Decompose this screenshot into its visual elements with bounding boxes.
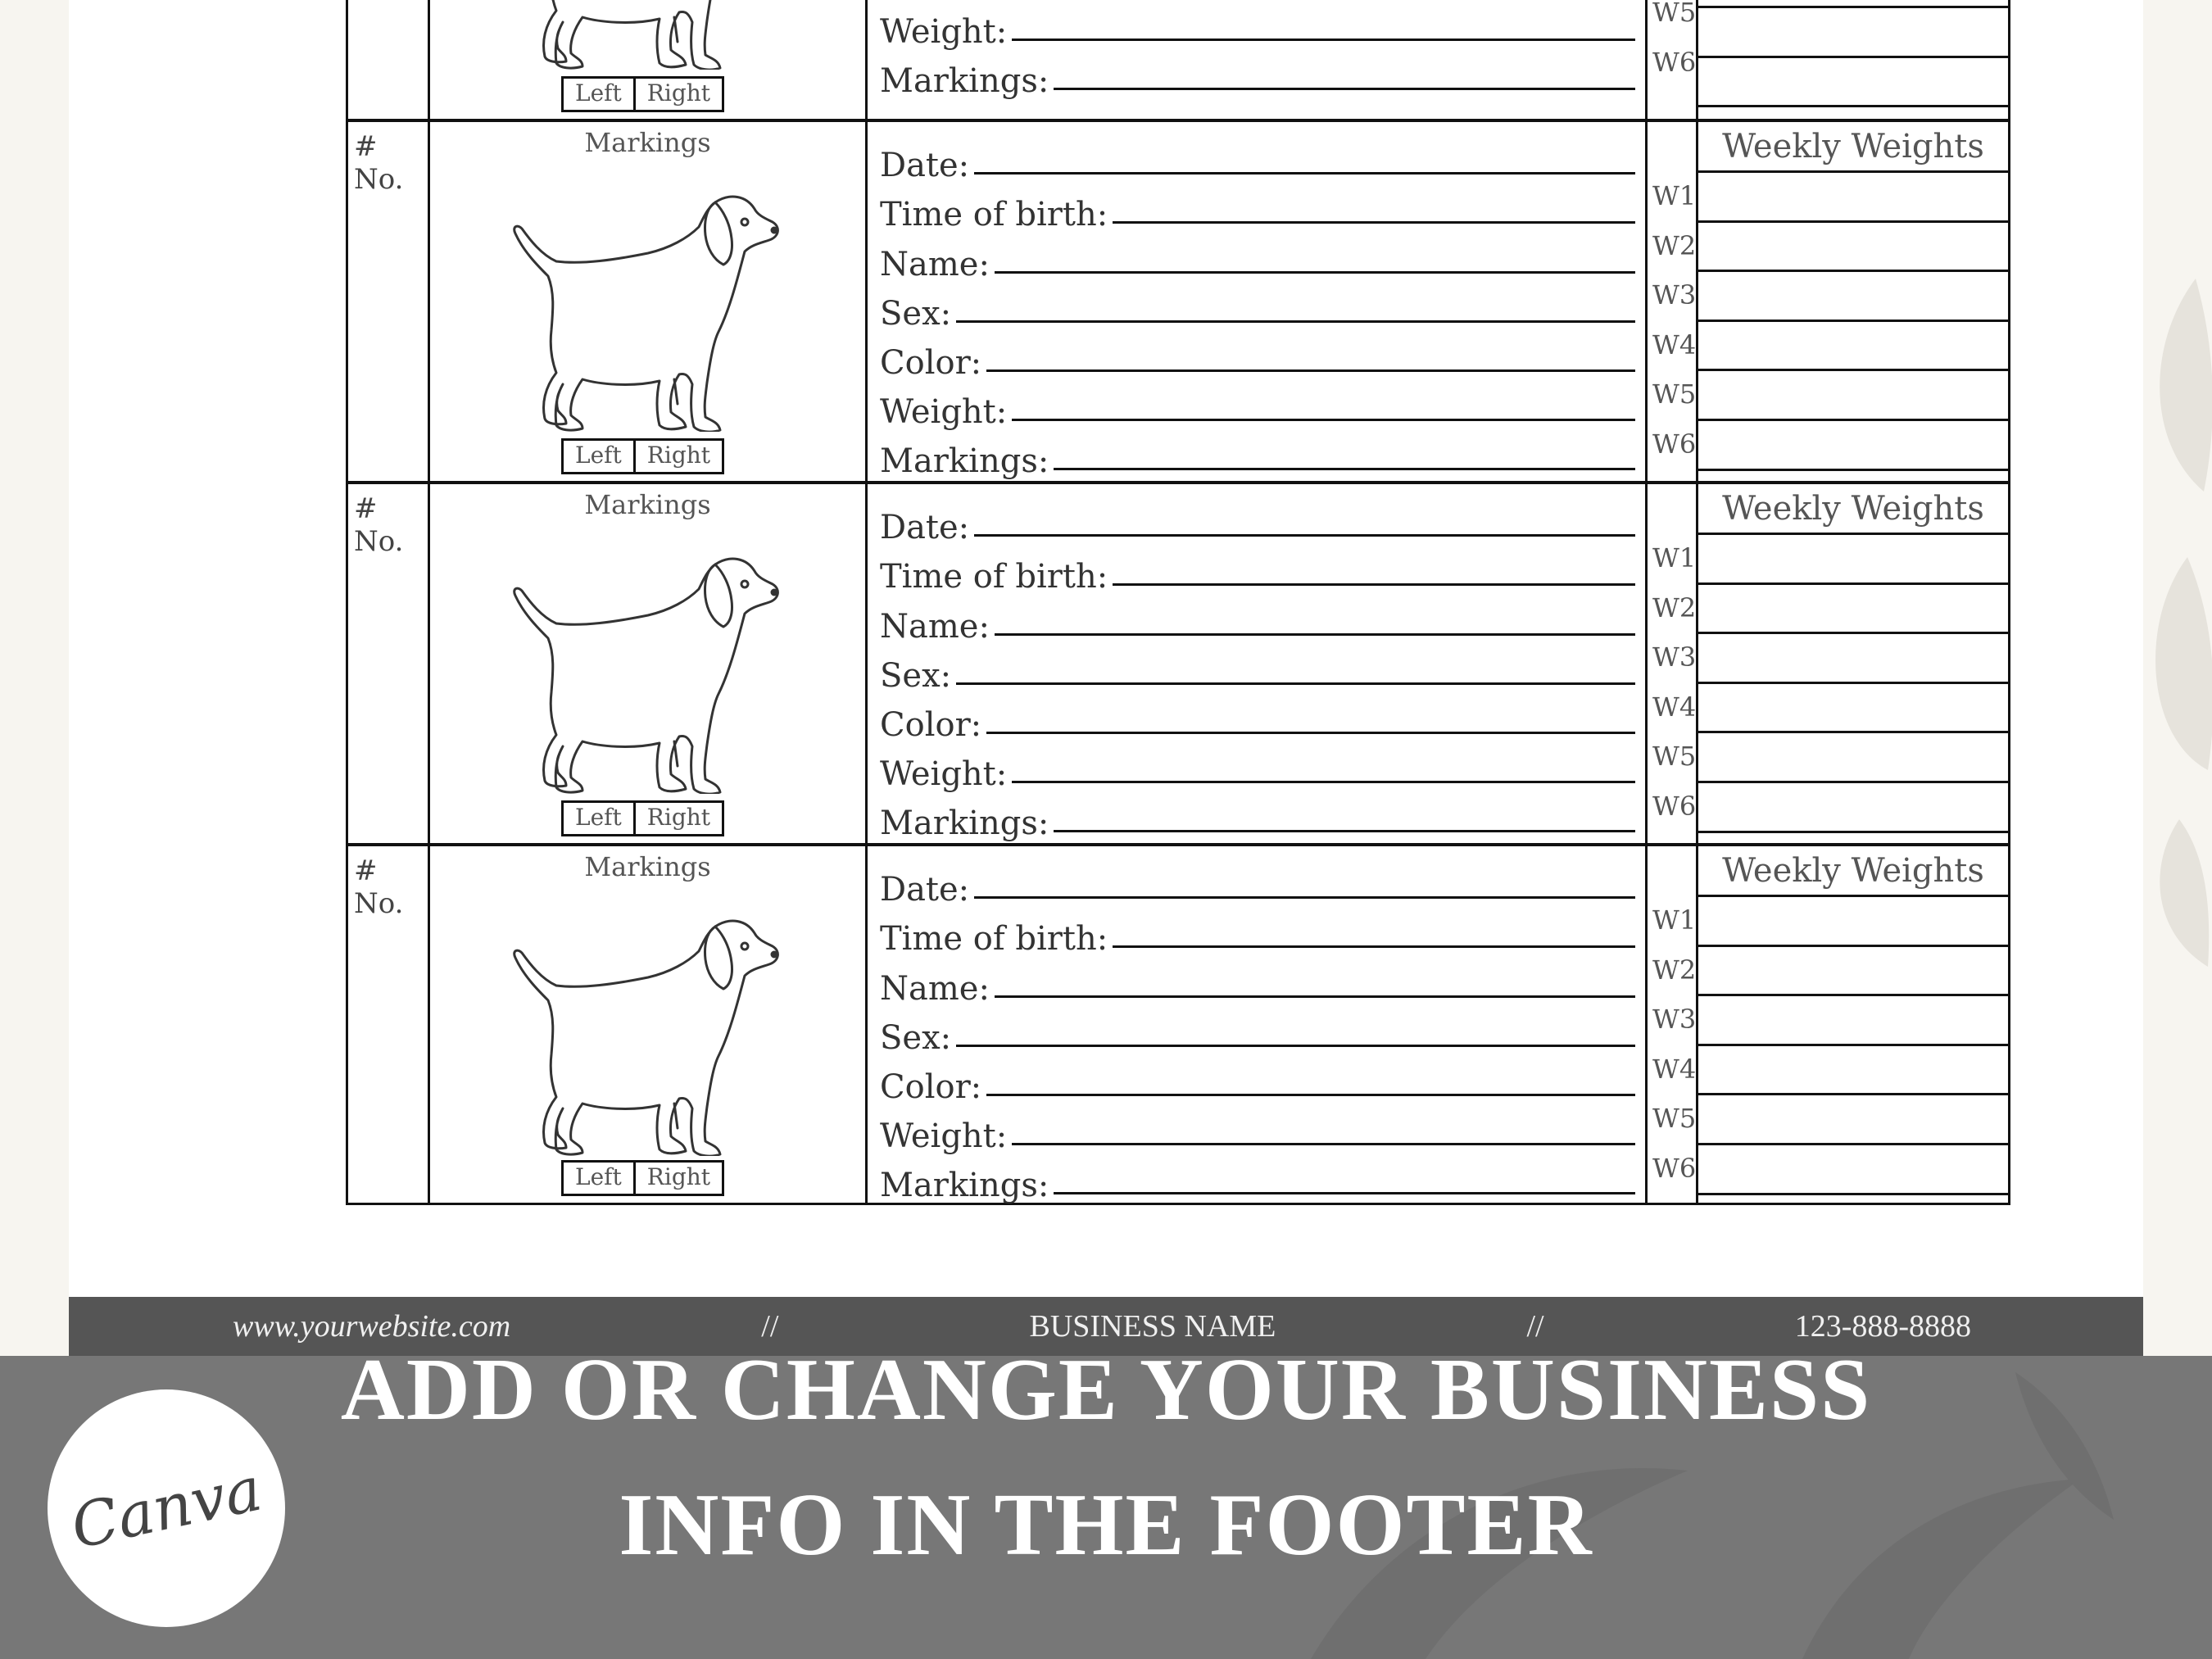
field-line[interactable]	[1054, 1190, 1635, 1194]
weight-box[interactable]	[1698, 535, 2008, 585]
field-label: Color:	[880, 343, 982, 382]
week-label: W1	[1652, 180, 1697, 211]
field-row	[880, 1154, 1645, 1203]
field-line[interactable]	[1054, 86, 1635, 90]
field-label: Markings:	[880, 442, 1049, 481]
field-label: Time of birth:	[880, 196, 1108, 234]
field-line[interactable]	[1113, 582, 1635, 586]
field-row	[880, 331, 1645, 380]
week-label: W4	[1652, 691, 1697, 723]
details-cell	[868, 122, 1648, 481]
field-label: Color:	[880, 705, 982, 744]
field-label: Markings:	[880, 62, 1049, 101]
field-line[interactable]	[956, 681, 1635, 685]
week-label: W4	[1652, 329, 1697, 360]
field-row	[880, 742, 1645, 794]
field-line[interactable]	[995, 270, 1635, 274]
weight-box[interactable]	[1698, 634, 2008, 684]
field-row	[880, 282, 1645, 331]
field-line[interactable]	[1054, 466, 1635, 470]
dog-outline-icon	[484, 170, 796, 432]
puppy-record-grid	[346, 0, 2010, 1205]
field-line[interactable]	[995, 994, 1635, 998]
weight-box[interactable]	[1698, 947, 2008, 997]
field-label: Weight:	[880, 1117, 1008, 1156]
markings-cell	[430, 0, 868, 119]
markings-title: Markings	[584, 489, 711, 520]
footer-phone: 123-888-8888	[1794, 1309, 1971, 1344]
footer-website[interactable]: www.yourwebsite.com	[233, 1309, 511, 1344]
week-label: W1	[1652, 542, 1697, 573]
week-label: W5	[1652, 0, 1697, 28]
left-right-toggle	[561, 76, 724, 112]
field-line[interactable]	[1054, 828, 1635, 832]
field-line[interactable]	[1012, 417, 1635, 421]
number-label: # No.	[354, 854, 404, 920]
field-label: Markings:	[880, 1167, 1049, 1205]
footer-separator: //	[1526, 1309, 1544, 1344]
field-row	[880, 232, 1645, 281]
left-label[interactable]: Left	[575, 1163, 622, 1191]
weight-box[interactable]	[1698, 0, 2008, 8]
field-row	[880, 545, 1645, 594]
banner-headline-line2: INFO IN THE FOOTER	[619, 1476, 1593, 1574]
field-label: Weight:	[880, 755, 1008, 794]
week-label: W1	[1652, 904, 1697, 936]
footer-business-name: BUSINESS NAME	[1029, 1309, 1276, 1344]
week-label: W3	[1652, 641, 1697, 673]
week-label: W3	[1652, 1004, 1697, 1036]
right-label[interactable]: Right	[633, 441, 722, 472]
week-label-cell	[1648, 0, 1698, 119]
weights-cell	[1698, 0, 2008, 119]
field-line[interactable]	[1012, 37, 1635, 41]
weight-box[interactable]	[1698, 1046, 2008, 1096]
field-label: Weight:	[880, 393, 1008, 432]
field-row	[880, 907, 1645, 959]
week-label: W2	[1652, 229, 1697, 261]
field-line[interactable]	[974, 533, 1635, 537]
week-label-cell	[1648, 122, 1698, 481]
week-label: W6	[1652, 46, 1697, 78]
week-label: W6	[1652, 428, 1697, 460]
field-line[interactable]	[1113, 220, 1635, 224]
right-label[interactable]: Right	[633, 1163, 722, 1194]
field-label: Time of birth:	[880, 558, 1108, 596]
field-label: Markings:	[880, 805, 1049, 843]
week-label-cell	[1648, 484, 1698, 843]
weights-cell	[1698, 122, 2008, 481]
field-label: Color:	[880, 1067, 982, 1106]
printable-sheet	[69, 0, 2143, 1356]
week-label: W5	[1652, 741, 1697, 773]
field-line[interactable]	[956, 319, 1635, 323]
weights-cell	[1698, 484, 2008, 843]
weekly-weights-title: Weekly Weights	[1698, 846, 2008, 897]
field-line[interactable]	[974, 895, 1635, 899]
field-line[interactable]	[956, 1043, 1635, 1047]
field-row	[880, 858, 1645, 907]
field-line[interactable]	[995, 632, 1635, 636]
weekly-weights-title: Weekly Weights	[1698, 122, 2008, 173]
left-label[interactable]: Left	[575, 804, 622, 831]
field-label: Weight:	[880, 13, 1008, 52]
field-row	[880, 183, 1645, 232]
details-cell	[868, 846, 1648, 1203]
weight-box[interactable]	[1698, 371, 2008, 421]
weight-box[interactable]	[1698, 322, 2008, 372]
field-label: Time of birth:	[880, 920, 1108, 959]
field-row	[880, 1055, 1645, 1104]
canva-badge	[48, 1389, 285, 1627]
field-line[interactable]	[1012, 1141, 1635, 1145]
field-label: Date:	[880, 871, 970, 909]
weight-box[interactable]	[1698, 733, 2008, 783]
field-row	[880, 594, 1645, 646]
field-row	[880, 791, 1645, 841]
markings-cell	[430, 846, 868, 1203]
field-label: Name:	[880, 969, 990, 1008]
left-label[interactable]: Left	[575, 442, 622, 469]
field-row	[880, 49, 1645, 101]
field-line[interactable]	[986, 368, 1635, 372]
field-row	[880, 1104, 1645, 1154]
number-cell	[348, 846, 430, 1203]
weight-box[interactable]	[1698, 223, 2008, 273]
left-right-toggle	[561, 800, 724, 836]
week-label: W2	[1652, 954, 1697, 986]
puppy-record-block	[348, 481, 2008, 843]
field-line[interactable]	[1012, 779, 1635, 783]
number-cell	[348, 484, 430, 843]
number-cell	[348, 122, 430, 481]
week-label: W6	[1652, 1152, 1697, 1184]
week-label: W5	[1652, 1103, 1697, 1135]
field-label: Sex:	[880, 656, 952, 695]
weight-box[interactable]	[1698, 783, 2008, 833]
weight-box[interactable]	[1698, 173, 2008, 223]
weight-box[interactable]	[1698, 897, 2008, 947]
number-cell	[348, 0, 430, 119]
left-right-toggle	[561, 1160, 724, 1196]
week-label: W4	[1652, 1053, 1697, 1085]
field-line[interactable]	[1113, 944, 1635, 948]
field-row	[880, 693, 1645, 742]
week-label: W5	[1652, 378, 1697, 410]
field-label: Date:	[880, 509, 970, 547]
field-row	[880, 0, 1645, 52]
field-row	[880, 429, 1645, 481]
week-label: W2	[1652, 592, 1697, 623]
left-right-toggle	[561, 438, 724, 474]
number-label: # No.	[354, 130, 404, 196]
week-label: W6	[1652, 790, 1697, 822]
markings-cell	[430, 484, 868, 843]
details-cell	[868, 0, 1648, 119]
weekly-weights-title: Weekly Weights	[1698, 484, 2008, 535]
field-row	[880, 956, 1645, 1008]
field-label: Date:	[880, 147, 970, 185]
weight-box[interactable]	[1698, 1145, 2008, 1195]
field-label: Sex:	[880, 294, 952, 333]
field-line[interactable]	[986, 1092, 1635, 1096]
weight-box[interactable]	[1698, 8, 2008, 58]
field-label: Name:	[880, 607, 990, 646]
field-row	[880, 644, 1645, 693]
weight-box[interactable]	[1698, 996, 2008, 1046]
markings-cell	[430, 122, 868, 481]
field-label: Name:	[880, 245, 990, 283]
dog-outline-icon	[484, 532, 796, 794]
field-row	[880, 1006, 1645, 1055]
footer-separator: //	[761, 1309, 779, 1344]
field-line[interactable]	[986, 730, 1635, 734]
dog-outline-icon	[484, 894, 796, 1156]
canva-logo-text: Canva	[65, 1453, 268, 1563]
field-row	[880, 380, 1645, 432]
banner-headline-line1: ADD OR CHANGE YOUR BUSINESS	[340, 1341, 1872, 1439]
field-label: Sex:	[880, 1018, 952, 1057]
field-line[interactable]	[974, 170, 1635, 175]
weight-box[interactable]	[1698, 684, 2008, 734]
left-label: Left	[575, 79, 622, 107]
weight-box[interactable]	[1698, 272, 2008, 322]
field-row	[880, 134, 1645, 183]
field-row	[880, 496, 1645, 545]
week-label-cell	[1648, 846, 1698, 1203]
weight-box[interactable]	[1698, 1095, 2008, 1145]
markings-title: Markings	[584, 851, 711, 882]
puppy-record-block-partial	[348, 0, 2008, 119]
weight-box[interactable]	[1698, 421, 2008, 471]
dog-outline-icon	[484, 0, 796, 70]
weight-box[interactable]	[1698, 585, 2008, 635]
details-cell	[868, 484, 1648, 843]
weight-box[interactable]	[1698, 58, 2008, 108]
right-label: Right	[633, 79, 722, 110]
number-label: # No.	[354, 492, 404, 558]
puppy-record-block	[348, 843, 2008, 1205]
puppy-record-block	[348, 119, 2008, 481]
right-label[interactable]: Right	[633, 803, 722, 834]
markings-title: Markings	[584, 127, 711, 158]
weights-cell	[1698, 846, 2008, 1203]
week-label: W3	[1652, 279, 1697, 311]
